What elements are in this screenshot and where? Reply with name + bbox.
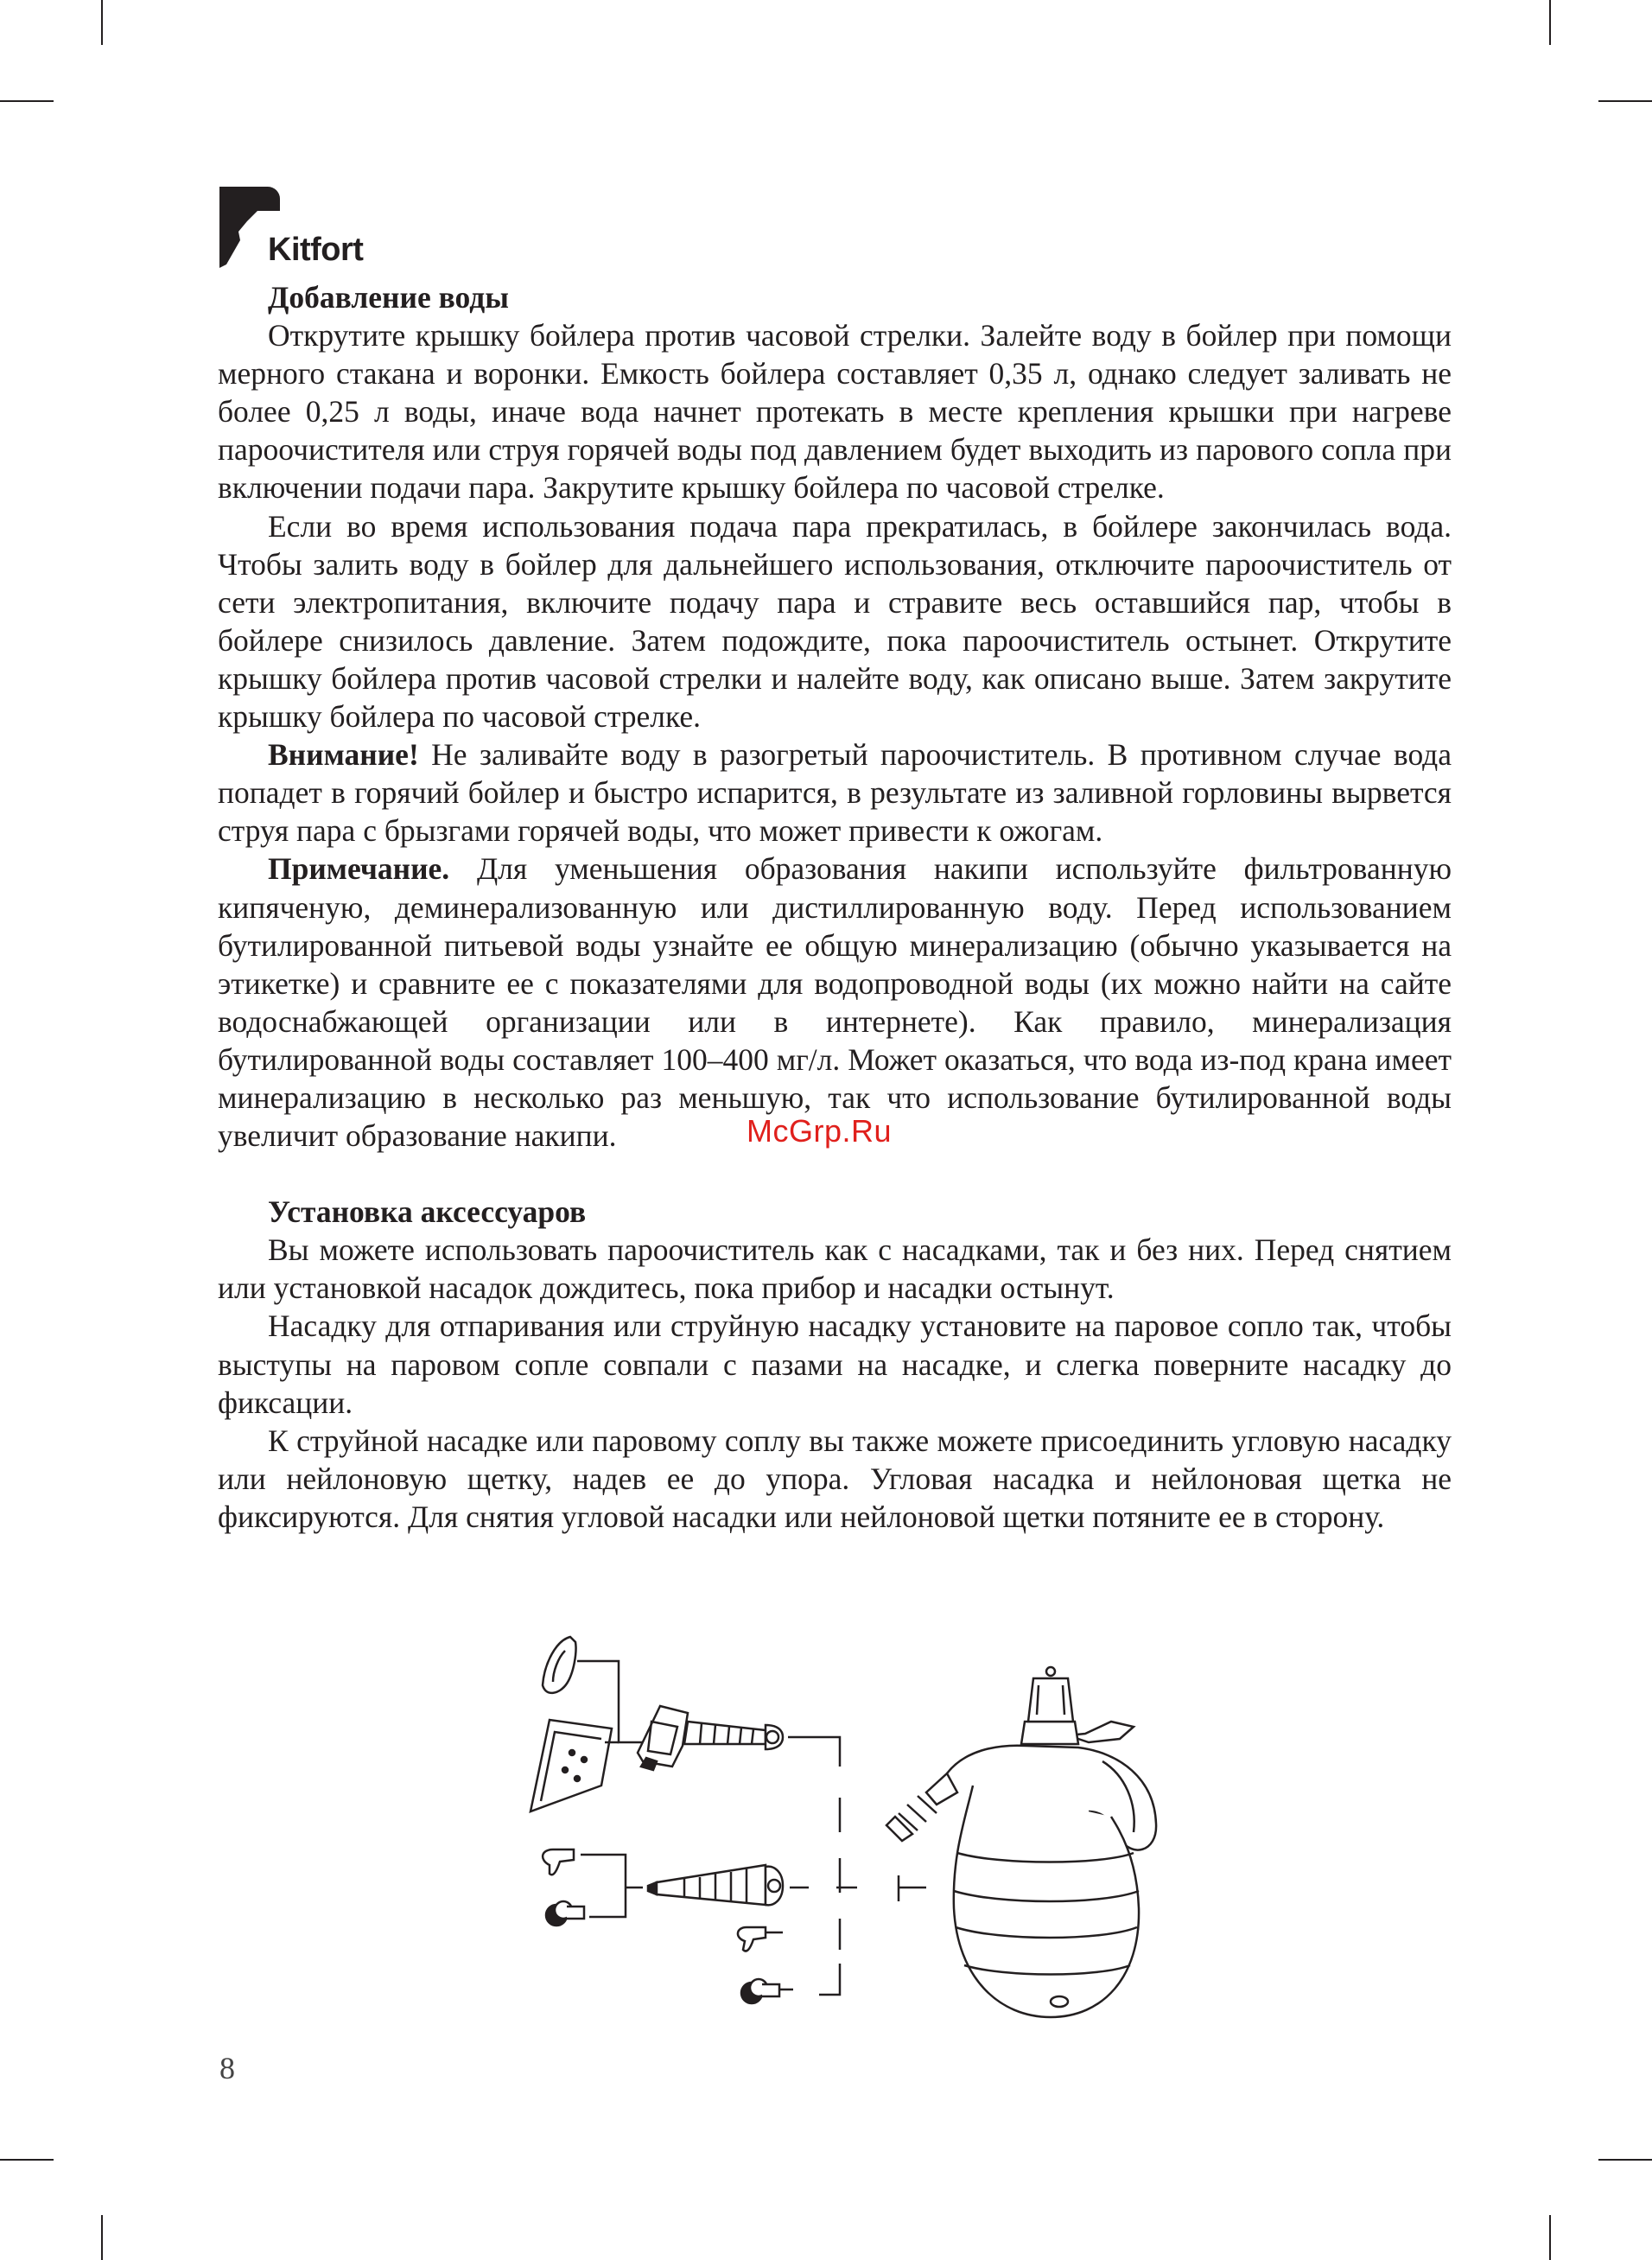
note-label: Примечание.	[268, 851, 450, 887]
paragraph: Вы можете использовать пароочиститель как с насадками, так и без них. Перед снятием или установкой насадок дождитесь, пока прибор и насадки остынут.	[218, 1232, 1452, 1306]
crop-mark-top-right-h	[1598, 100, 1652, 102]
section-title-accessories: Установка аксессуаров	[268, 1194, 587, 1230]
note-text: Для уменьшения образования накипи используйте фильтрованную кипяченую, деминерализованную или дистиллированную воду. Перед использованием бутилированной питьевой воды узнайте ее общую минерализацию (обычно указывается на этикетке) и сравните ее с показателями для водопроводной воды (их можно найти на сайте водоснабжающей организации или в интернете). Как правило, минерализация бутилированной воды составляет 100–400 мг/л. Может оказаться, что вода из-под крана имеет минерализацию в несколько раз меньшую, так что использование бутилированной воды увеличит образование накипи.	[218, 851, 1452, 1154]
crop-mark-top-right	[1549, 0, 1551, 45]
crop-mark-top-left-h	[0, 100, 54, 102]
crop-mark-bottom-left	[101, 2215, 103, 2260]
warning-label: Внимание!	[268, 737, 419, 773]
steam-attachment-icon	[638, 1706, 783, 1770]
angled-nozzle-small-icon	[738, 1927, 783, 1951]
steam-cleaner-icon	[886, 1667, 1156, 2017]
crop-mark-bottom-right	[1549, 2215, 1551, 2260]
nylon-brush-icon	[546, 1901, 584, 1926]
brand-logo	[218, 185, 391, 271]
crop-mark-bottom-left-h	[0, 2159, 54, 2161]
paragraph: Если во время использования подача пара прекратилась, в бойлере закончилась вода. Чтобы залить воду в бойлер для дальнейшего использования, отключите пароочиститель от сети электропитания, включите подачу пара и стравите весь оставшийся пар, чтобы в бойлере снизилось давление. Затем подождите, пока пароочиститель остынет. Открутите крышку бойлера против часовой стрелки и налейте воду, как описано выше. Затем закрутите крышку бойлера по часовой стрелке.	[218, 508, 1452, 735]
warning-paragraph	[218, 735, 1452, 850]
document-body	[218, 278, 1452, 1536]
page-number: 8	[219, 2051, 235, 2085]
nylon-brush-small-icon	[741, 1979, 793, 2003]
crop-mark-top-left	[101, 0, 103, 45]
steam-nozzle-head-icon	[531, 1720, 612, 1811]
watermark: McGrp.Ru	[747, 1113, 893, 1149]
cloth-cover-icon	[543, 1637, 576, 1693]
section-title-adding-water: Добавление воды	[268, 280, 509, 315]
angled-nozzle-icon	[543, 1849, 574, 1875]
note-paragraph	[218, 850, 1452, 1155]
paragraph: К струйной насадке или паровому соплу вы также можете присоединить угловую насадку или нейлоновую щетку, надев ее до упора. Угловая насадка и нейлоновая щетка не фиксируются. Для снятия угловой насадки или нейлоновой щетки потяните ее в сторону.	[218, 1423, 1452, 1534]
paragraph: Насадку для отпаривания или струйную насадку установите на паровое сопло так, чтобы выступы на паровом сопле совпали с пазами на насадке, и слегка поверните насадку до фиксации.	[218, 1308, 1452, 1420]
accessories-illustration	[515, 1632, 1232, 2038]
warning-text: Не заливайте воду в разогретый пароочиститель. В противном случае вода попадет в горячий бойлер и быстро испарится, в результате из заливной горловины вырвется струя пара с брызгами горячей воды, что может привести к ожогам.	[218, 737, 1452, 849]
jet-attachment-icon	[648, 1865, 783, 1905]
brand-name: Kitfort	[268, 232, 364, 268]
crop-mark-bottom-right-h	[1598, 2159, 1652, 2161]
paragraph: Открутите крышку бойлера против часовой стрелки. Залейте воду в бойлер при помощи мерного стакана и воронки. Емкость бойлера составляет 0,35 л, однако следует заливать не более 0,25 л воды, иначе вода начнет протекать в месте крепления крышки при нагреве пароочистителя или струя горячей воды под давлением будет выходить из парового сопла при включении подачи пара. Закрутите крышку бойлера по часовой стрелке.	[218, 318, 1452, 506]
